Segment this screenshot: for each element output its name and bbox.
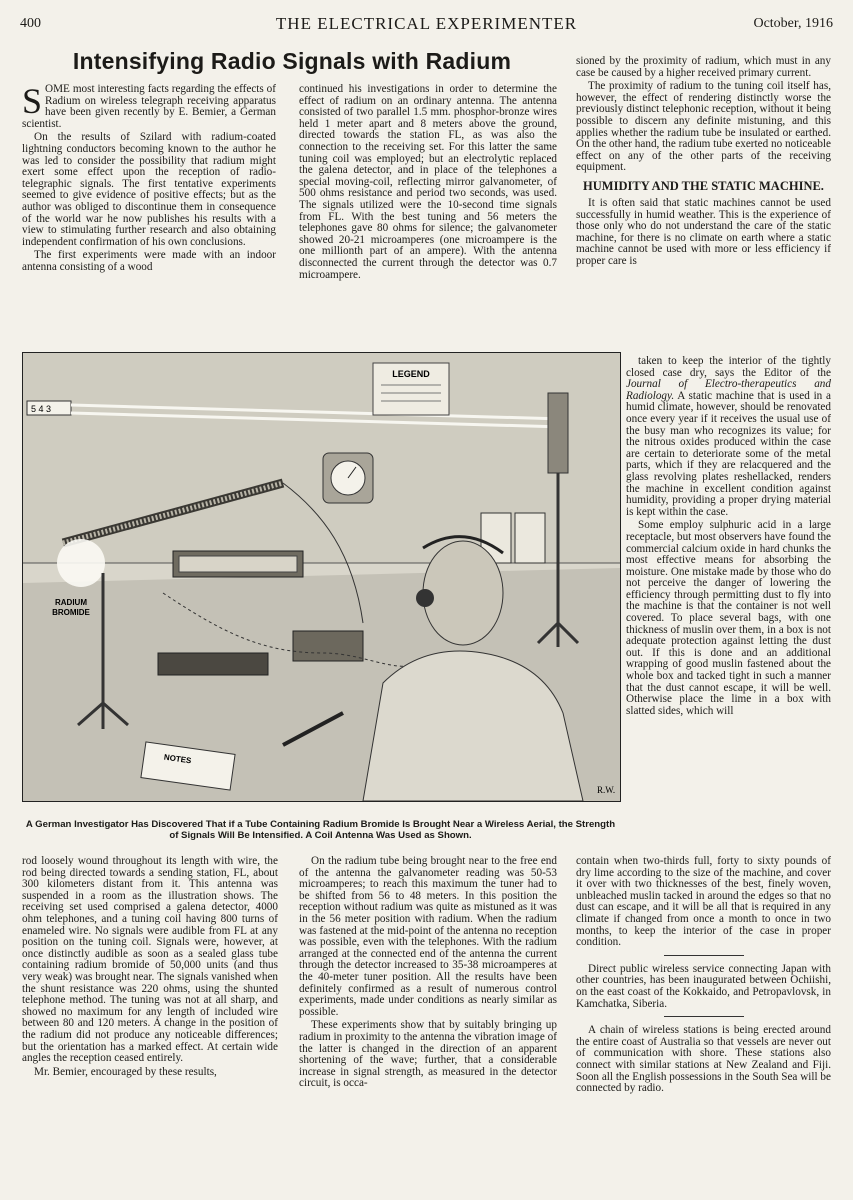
article-title: Intensifying Radio Signals with Radium	[72, 48, 512, 74]
paragraph: The proximity of radium to the tuning coil itself has, however, the effect of rendering distinctly worse the previously distinct telephonic reception, without it being possible to discern any definite mistuning, and this applies whether the radium tube be insulated or earthed. On the other hand, the radium tube exerted no noticeable effect on any of the other parts of the receiving equipment.	[576, 80, 831, 174]
radium-label: RADIUM	[55, 598, 87, 607]
paragraph: continued his investigations in order to determine the effect of radium on an ordinary antenna. The antenna consisted of two parallel 1.5 mm. phosphor-bronze wires held 1 meter apart and 8 meters above the ground, directed towards the station FL, as was also the connection to the receiving set. For this latter the same tuning coil was employed; but an electrolytic replaced the galena detector, and in place of the telephones a special moving-coil, reflecting mirror galvanometer, of 500 ohms resistance and period two seconds, was used. The signals utilized were the 10-second time signals from FL. With the best tuning and 56 meters the telephones gave 80 ohms for silence; the galvanometer showed 20-21 microamperes (one microampere is the one millionth part of an ampere). With the antenna disconnected the current through the detector was 0.7 microampere.	[299, 84, 557, 281]
notes-label: NOTES	[163, 752, 192, 766]
lower-column-1	[22, 856, 278, 1186]
paragraph: On the results of Szilard with radium-coated lightning conductors becoming known to the author he was led to consider the possibility that radium might exert some effect upon the reception of radio-telegraphic signals. The first tentative experiments seemed to give evidence of positive effects; but as the author was obliged to discontinue them in consequence of the world war he now publishes his results with a view to stimulating further research and also obtaining independent confirmation of his own conclusions.	[22, 131, 276, 248]
experiment-drawing	[23, 353, 620, 801]
artist-signature: R.W.	[597, 785, 616, 795]
figure-caption: A German Investigator Has Discovered That if a Tube Containing Radium Bromide Is Brought Near a Wireless Aerial, the Strength of Signals Will Be Intensified. A Coil Antenna Was Used as Shown.	[25, 819, 616, 841]
legend-plate	[373, 363, 449, 415]
lower-column-2	[299, 856, 557, 1186]
radium-label: BROMIDE	[52, 608, 90, 617]
paragraph: These experiments show that by suitably bringing up radium in proximity to the antenna the vibration image of the latter is changed in the direction of an apparent shortening of the wave; further, that a considerable increase in signal strength, as measured in the detector circuit, is occa-	[299, 1019, 557, 1090]
news-note: A chain of wireless stations is being erected around the entire coast of Australia so that vessels are never out of communication with shore. These stations also connect with similar stations at New Zealand and Fiji. Soon all the English possessions in the South Sea will be connected by radio.	[576, 1024, 831, 1095]
legend-label: LEGEND	[392, 369, 430, 379]
news-note: Direct public wireless service connecting Japan with other countries, has been inaugurated between Ochiishi, on the east coast of the Kokkaido, and Petropavlovsk, in Kamchatka, Siberia.	[576, 962, 831, 1010]
paragraph: Some employ sulphuric acid in a large receptacle, but most observers have found the commercial calcium oxide in hard chunks the most effective means for absorbing the moisture. One mistake made by those who do not perceive the danger of lowering the efficiency through permitting dust to fly into the machine is that the container is not well covered. To place several bags, with one thickness of muslin over them, in a box is not adequate protection against letting the dust out. If this is done and an additional wrapping of good muslin fastened about the whole box and tacked tight in such a manner that the dust cannot escape, it will be well. Otherwise place the lime in a box with slatted sides, which will	[626, 519, 831, 717]
divider	[664, 1016, 744, 1017]
headphone-icon	[416, 589, 434, 607]
meter-dial	[323, 453, 373, 503]
tuning-coil	[173, 551, 303, 577]
paragraph: sioned by the proximity of radium, which must in any case be caused by a higher received primary current.	[576, 56, 831, 79]
paragraph-continued: contain when two-thirds full, forty to sixty pounds of dry lime according to the size of the machine, and cover it over with two thicknesses of the best, finely woven, unbleached muslin tacked in around the edges so that no dust can escape, and it will be all that is required in any climate if changed from once a month to once in two months, to keep the interior of the case in proper condition.	[576, 856, 831, 949]
drop-cap: S	[22, 84, 43, 121]
column-3-wrap	[626, 356, 831, 852]
section-subheading: HUMIDITY AND THE STATIC MACHINE.	[583, 178, 824, 193]
illustration	[22, 352, 621, 802]
divider	[664, 955, 744, 956]
column-1	[22, 84, 276, 346]
magazine-name: THE ELECTRICAL EXPERIMENTER	[275, 14, 578, 33]
paragraph: The first experiments were made with an indoor antenna consisting of a wood	[22, 249, 276, 273]
paragraph: On the radium tube being brought near to the free end of the antenna the galvanometer reading was 50-53 microamperes; to reach this maximum the tuner had to be shifted from 56 to 48 meters. In this position the reception without radium was quite as mistuned as it was in the 56 meter position with radium. When the radium was fastened at the mid-point of the antenna no reception was possible, even with the telephones. With the radium arranged at the connected end of the antenna the current through the detector increased to 35-38 microamperes at the 40-meter tuner position. All the results have been definitely confirmed as a result of numerous control experiments, made under conditions as nearly similar as possible.	[299, 856, 557, 1018]
paragraph: rod loosely wound throughout its length with wire, the rod being directed towards a sending station, FL, about 300 kilometers distant from it. This antenna was suspended in a room as the illustration shows. The receiving set used comprised a galena detector, 4000 ohm telephones, and a tuning coil having 800 turns of enameled wire. No signals were audible from FL at any position on the tuning coil. Signals were, however, at once distinctly audible as soon as a sealed glass tube containing radium bromide of 50,000 units (and thus very weak) was brought near. The signals vanished when the shunt resistance was 220 ohms, using the shunted telephone method. The tuning was not at all sharp, and showed no maximum for any length of included wire between 80 and 120 meters. A change in the position of the radium did not produce any noticeable differences; but the orientation has a marked effect. At certain wide angles the reception ceased entirely.	[22, 856, 278, 1065]
paragraph: It is often said that static machines cannot be used successfully in humid weather. This is the experience of those only who do not understand the care of the static machine, for there is no climate on earth where a static machine cannot be used with more or less efficiency if proper care is	[576, 196, 831, 267]
column-3-top	[576, 56, 831, 354]
paragraph-continued: taken to keep the interior of the tightly closed case dry, says the Editor of the Journal of Electro-therapeutics and Radiology. A static machine that is used in a humid climate, however, should be renovated once every year if it receives the usual use of the busy man who recognizes its value; for the nitrous oxides produced within the case are certain to deteriorate some of the metal parts, which if they are relacquered and the glass revolving plates reshellacked, renders the machine in excellent condition against humidity, providing a proper drying material is kept within the case.	[626, 356, 831, 518]
radium-tube	[57, 539, 105, 587]
column-3-bottom	[576, 856, 831, 1186]
column-2	[299, 84, 557, 346]
scale-digits: 5 4 3	[31, 404, 52, 414]
page-number: 400	[20, 16, 41, 31]
paragraph: SOME most interesting facts regarding the effects of Radium on wireless telegraph receiving apparatus have been given recently by E. Bemier, a German scientist.	[22, 84, 276, 130]
paragraph: Mr. Bemier, encouraged by these results,	[34, 1065, 217, 1078]
journal-name: Journal of Electro-therapeutics and Radiology.	[626, 378, 831, 402]
issue-date: October, 1916	[753, 16, 833, 31]
running-header	[20, 14, 833, 36]
